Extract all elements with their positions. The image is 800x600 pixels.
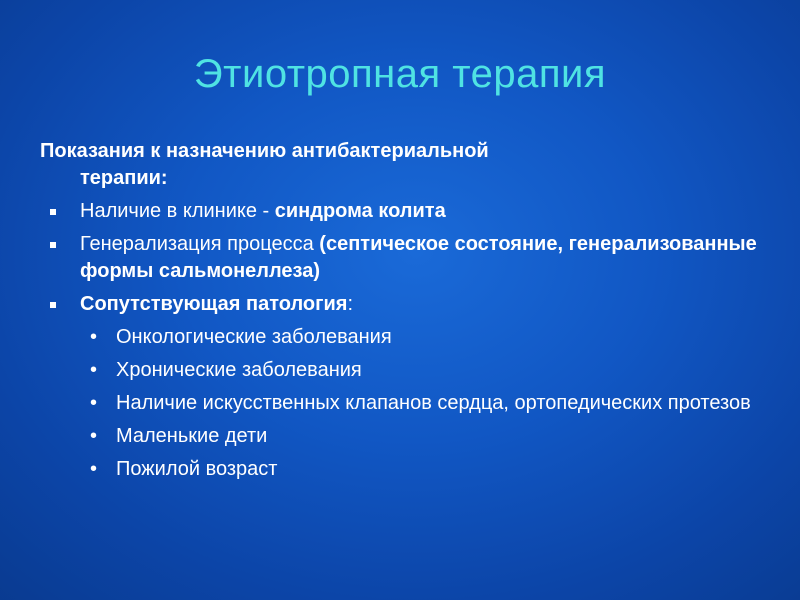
indications-heading xyxy=(40,138,760,192)
sublist-item-chronic xyxy=(40,357,760,384)
square-bullet-icon xyxy=(50,302,56,308)
item-text-normal: Наличие в клинике - xyxy=(80,200,275,222)
heading-line-2: терапии: xyxy=(80,167,168,189)
round-bullet-icon: • xyxy=(90,425,98,447)
item-text-bold: (септическое состояние, генерализованные формы сальмонеллеза) xyxy=(80,233,757,282)
square-bullet-icon xyxy=(50,209,56,215)
list-item-comorbidity xyxy=(40,291,760,318)
item-text-bold: синдрома колита xyxy=(274,200,446,222)
sublist-item-elderly xyxy=(40,456,760,483)
slide-content xyxy=(40,138,760,483)
heading-line-1: Показания к назначению антибактериальной xyxy=(40,140,489,162)
sublist-item-text: Хронические заболевания xyxy=(116,359,362,381)
sublist-item-children xyxy=(40,423,760,450)
sublist-item-text: Онкологические заболевания xyxy=(116,326,392,348)
sublist-item-prosthetics xyxy=(40,390,760,417)
square-bullet-icon xyxy=(50,242,56,248)
item-text-bold: Сопутствующая патология xyxy=(80,293,348,315)
sublist-item-text: Маленькие дети xyxy=(116,425,268,447)
list-item-colitis xyxy=(40,198,760,225)
item-text-normal: Генерализация процесса xyxy=(80,233,320,255)
round-bullet-icon: • xyxy=(90,359,98,381)
sublist-item-text: Наличие искусственных клапанов сердца, ортопедических протезов xyxy=(116,392,751,414)
sublist-item-text: Пожилой возраст xyxy=(116,458,278,480)
sublist-item-oncology xyxy=(40,324,760,351)
list-item-generalization xyxy=(40,231,760,285)
round-bullet-icon: • xyxy=(90,392,98,414)
slide-title: Этиотропная терапия xyxy=(193,52,607,96)
round-bullet-icon: • xyxy=(90,458,98,480)
item-text-normal: : xyxy=(347,293,353,315)
round-bullet-icon: • xyxy=(90,326,98,348)
